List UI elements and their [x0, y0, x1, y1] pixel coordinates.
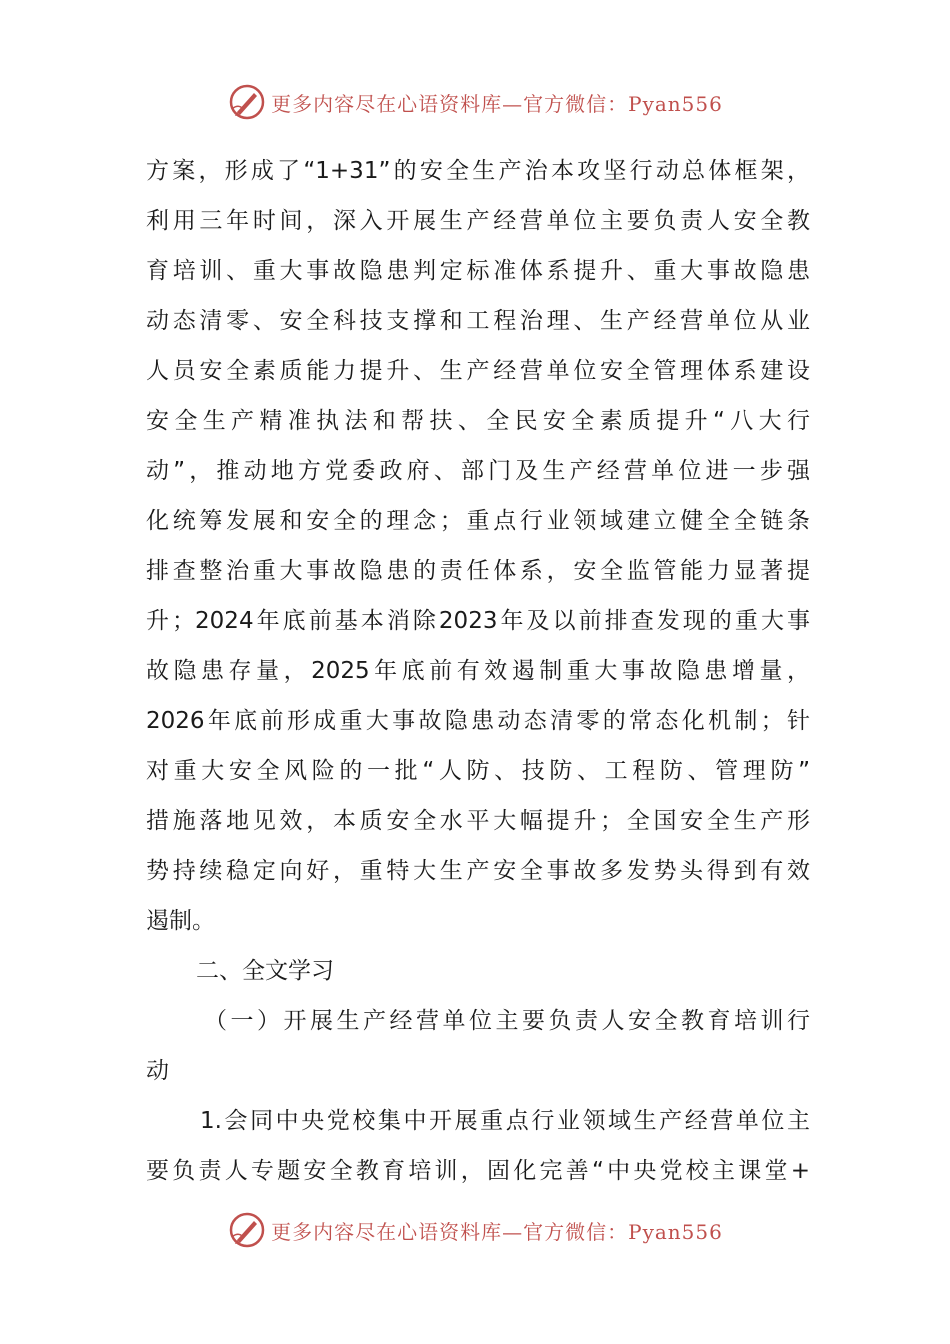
text-line: 措施落地见效，本质安全水平大幅提升；全国安全生产形 — [146, 808, 810, 834]
pen-logo-icon — [227, 1210, 267, 1250]
text-line: 排查整治重大事故隐患的责任体系，安全监管能力显著提 — [146, 558, 810, 584]
text-line: 动”，推动地方党委政府、部门及生产经营单位进一步强 — [146, 458, 810, 484]
footer-watermark — [0, 1208, 950, 1252]
header-watermark — [0, 80, 950, 124]
pen-logo-icon — [227, 82, 267, 122]
text-line: 方案，形成了“1+31”的安全生产治本攻坚行动总体框架， — [146, 158, 810, 184]
text-line: 人员安全素质能力提升、生产经营单位安全管理体系建设 — [146, 358, 810, 384]
text-line: 升；2024年底前基本消除2023年及以前排查发现的重大事 — [146, 608, 810, 634]
text-line: 势持续稳定向好，重特大生产安全事故多发势头得到有效 — [146, 858, 810, 884]
text-line: （一）开展生产经营单位主要负责人安全教育培训行 — [204, 1008, 810, 1034]
subsection-heading — [146, 996, 810, 1096]
item-1 — [146, 1096, 810, 1196]
watermark-text: 更多内容尽在心语资料库—官方微信：Pyan556 — [271, 1219, 723, 1244]
text-line: 对重大安全风险的一批“人防、技防、工程防、管理防” — [146, 758, 810, 784]
watermark-text: 更多内容尽在心语资料库—官方微信：Pyan556 — [271, 91, 723, 116]
text-line: 育培训、重大事故隐患判定标准体系提升、重大事故隐患 — [146, 258, 810, 284]
text-line: 利用三年时间，深入开展生产经营单位主要负责人安全教 — [146, 208, 810, 234]
document-body — [146, 146, 810, 1196]
text-line: 安全生产精准执法和帮扶、全民安全素质提升“八大行 — [146, 408, 810, 434]
text-line: 动态清零、安全科技支撑和工程治理、生产经营单位从业 — [146, 308, 810, 334]
text-line: 2026年底前形成重大事故隐患动态清零的常态化机制；针 — [146, 708, 810, 734]
text-line: 1.会同中央党校集中开展重点行业领域生产经营单位主 — [200, 1108, 810, 1134]
text-line: 动 — [146, 1058, 169, 1084]
text-line: 化统筹发展和安全的理念；重点行业领域建立健全全链条 — [146, 508, 810, 534]
section-heading: 二、全文学习 — [196, 958, 334, 984]
text-line: 故隐患存量，2025年底前有效遏制重大事故隐患增量， — [146, 658, 810, 684]
text-line: 遏制。 — [146, 908, 215, 934]
paragraph-1 — [146, 146, 810, 946]
text-line: 要负责人专题安全教育培训，固化完善“中央党校主课堂+ — [146, 1158, 810, 1184]
